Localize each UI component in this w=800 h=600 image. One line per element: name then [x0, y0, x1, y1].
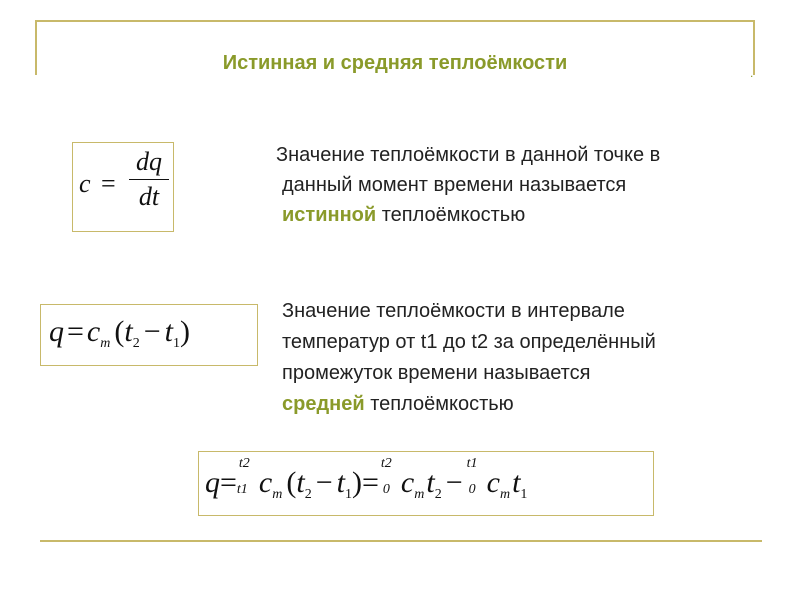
- fraction-bar: [129, 179, 169, 180]
- paragraph-line: температур от t1 до t2 за определённый: [282, 331, 656, 353]
- formula-symbol: (: [114, 315, 125, 348]
- limit-lower: 0: [468, 482, 476, 497]
- formula-symbol: c: [86, 315, 101, 348]
- formula-true-heat-capacity: [72, 142, 174, 232]
- limit-upper: t2: [238, 456, 250, 471]
- formula-symbol: q: [205, 466, 220, 499]
- fraction-denominator: dt: [138, 182, 160, 211]
- formula-symbol: −: [445, 466, 463, 499]
- frame-bottom-line: [40, 540, 762, 542]
- paragraph-line: Значение теплоёмкости в данной точке в: [276, 144, 661, 166]
- formula-symbol: ): [179, 315, 190, 348]
- paragraph-true-heat-capacity: [276, 140, 756, 230]
- limit-lower: t1: [236, 482, 248, 497]
- formula-subscript: 1: [520, 487, 528, 502]
- formula-symbol: =: [220, 466, 237, 499]
- paragraph-text: теплоёмкостью: [364, 393, 514, 415]
- formula-subscript: 2: [304, 487, 312, 502]
- formula-symbol: t: [336, 466, 345, 499]
- formula-subscript: 2: [434, 487, 442, 502]
- formula-subscript: m: [272, 487, 283, 502]
- formula-symbol: =: [67, 315, 84, 348]
- formula-symbol: ): [351, 466, 362, 499]
- formula-subscript: 1: [172, 336, 180, 351]
- formula-symbol: c: [79, 169, 91, 198]
- formula-symbol: q: [49, 315, 64, 348]
- slide-title: Истинная и средняя теплоёмкости: [222, 52, 568, 74]
- formula-symbol: t: [512, 466, 521, 499]
- paragraph-line: данный момент времени называется: [282, 174, 627, 196]
- formula-subscript: 2: [132, 336, 140, 351]
- formula-subscript: 1: [344, 487, 352, 502]
- formula-symbol: =: [361, 466, 379, 499]
- formula-symbol: t: [164, 315, 173, 348]
- paragraph-line: промежуток времени называется: [282, 362, 591, 384]
- formula-symbol: c: [486, 466, 500, 499]
- formula-symbol: t: [426, 466, 435, 499]
- formula-symbol: −: [315, 466, 333, 499]
- limit-upper: t1: [466, 456, 478, 471]
- formula-symbol: t: [124, 315, 133, 348]
- paragraph-line: [282, 389, 762, 420]
- limit-lower: 0: [382, 482, 390, 497]
- fraction-numerator: dq: [136, 147, 162, 176]
- paragraph-line: Значение теплоёмкости в интервале: [282, 300, 625, 322]
- paragraph-mean-heat-capacity: [282, 296, 762, 420]
- formula-symbol: c: [400, 466, 415, 499]
- highlight-term: истинной: [282, 204, 377, 226]
- formula-symbol: =: [101, 169, 116, 198]
- highlight-term: средней: [282, 393, 365, 415]
- paragraph-line: [276, 200, 756, 230]
- frame-top-line: [35, 20, 755, 22]
- formula-mean-heat: [40, 304, 258, 366]
- formula-subscript: m: [499, 487, 511, 502]
- formula-subscript: m: [414, 487, 425, 502]
- formula-symbol: c: [258, 466, 273, 499]
- limit-upper: t2: [380, 456, 392, 471]
- formula-symbol: (: [286, 466, 297, 499]
- paragraph-text: теплоёмкостью: [376, 204, 526, 226]
- corner-mark: .: [750, 66, 754, 80]
- formula-symbol: −: [143, 315, 161, 348]
- formula-subscript: m: [100, 336, 111, 351]
- formula-heat-expansion: [198, 451, 654, 516]
- formula-symbol: t: [296, 466, 305, 499]
